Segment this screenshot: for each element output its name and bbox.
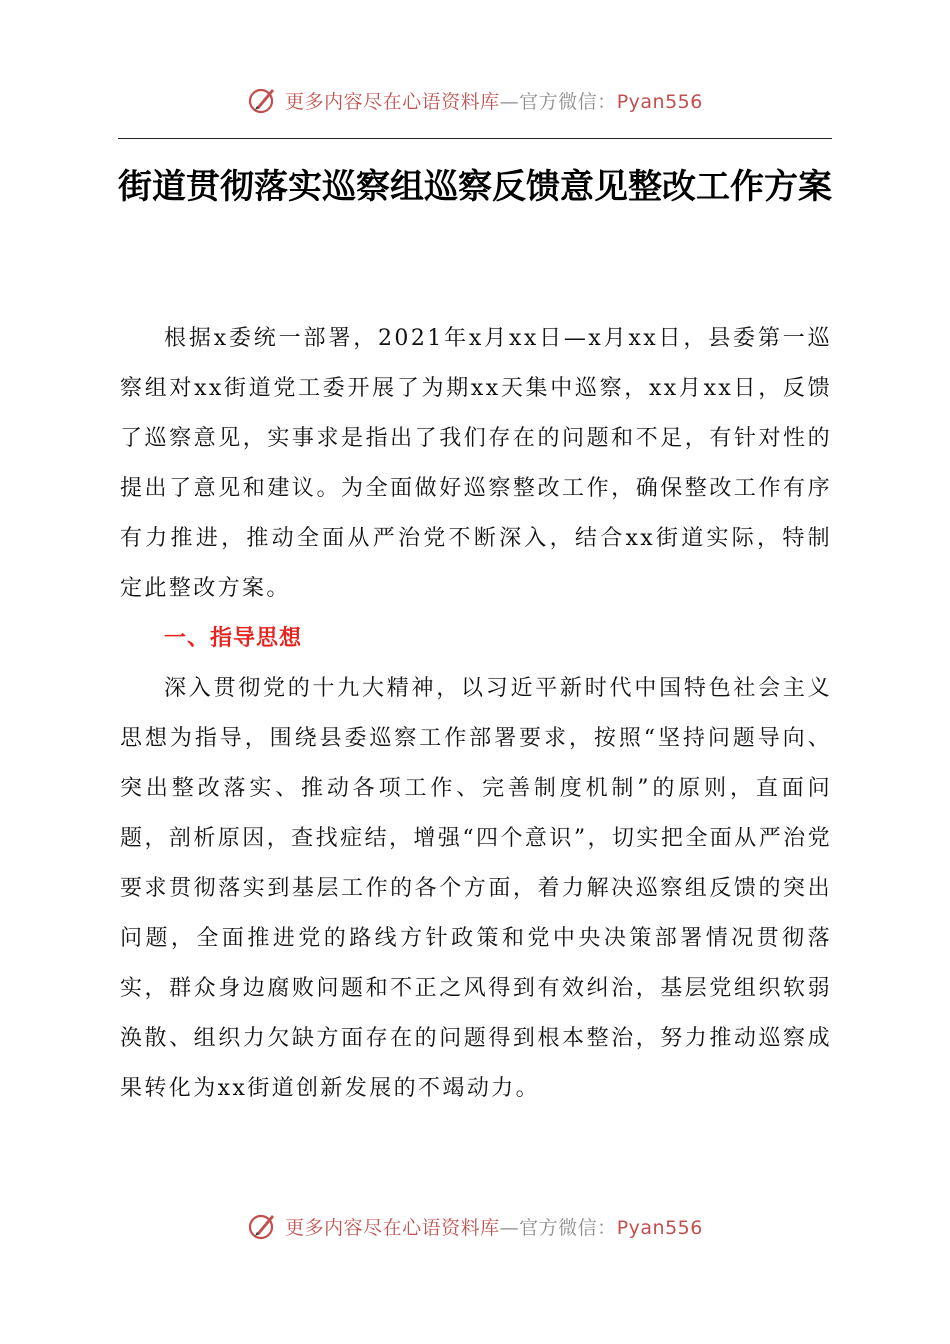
document-body (120, 314, 832, 1114)
quill-pen-logo-icon (247, 84, 279, 116)
banner-wechat-label: —官方微信： (499, 1216, 617, 1239)
document-title: 街道贯彻落实巡察组巡察反馈意见整改工作方案 (118, 167, 832, 207)
footer-banner (0, 1210, 950, 1242)
banner-site-name: 更多内容尽在心语资料库 (285, 90, 500, 113)
banner-wechat-label: —官方微信： (499, 90, 617, 113)
section-heading-guiding-thought: 一、指导思想 (164, 626, 303, 651)
header-divider (118, 138, 832, 139)
section1-paragraph: 深入贯彻党的十九大精神，以习近平新时代中国特色社会主义思想为指导，围绕县委巡察工作部署要求，按照“坚持问题导向、突出整改落实、推动各项工作、完善制度机制”的原则，直面问题，剖析原因，查找症结，增强“四个意识”，切实把全面从严治党要求贯彻落实到基层工作的各个方面，着力解决巡察组反馈的突出问题，全面推进党的路线方针政策和党中央决策部署情况贯彻落实，群众身边腐败问题和不正之风得到有效纠治，基层党组织软弱涣散、组织力欠缺方面存在的问题得到根本整治，努力推动巡察成果转化为xx街道创新发展的不竭动力。 (120, 676, 832, 1101)
header-banner-text (285, 87, 703, 114)
quill-pen-logo-icon (247, 1210, 279, 1242)
banner-wechat-id: Pyan556 (616, 1216, 703, 1239)
intro-paragraph: 根据x委统一部署，2021年x月xx日—x月xx日，县委第一巡察组对xx街道党工委开展了为期xx天集中巡察，xx月xx日，反馈了巡察意见，实事求是指出了我们存在的问题和不足，有针对性的提出了意见和建议。为全面做好巡察整改工作，确保整改工作有序有力推进，推动全面从严治党不断深入，结合xx街道实际，特制定此整改方案。 (120, 326, 832, 601)
banner-site-name: 更多内容尽在心语资料库 (285, 1216, 500, 1239)
header-banner (0, 84, 950, 116)
banner-wechat-id: Pyan556 (616, 90, 703, 113)
footer-banner-text (285, 1213, 703, 1240)
